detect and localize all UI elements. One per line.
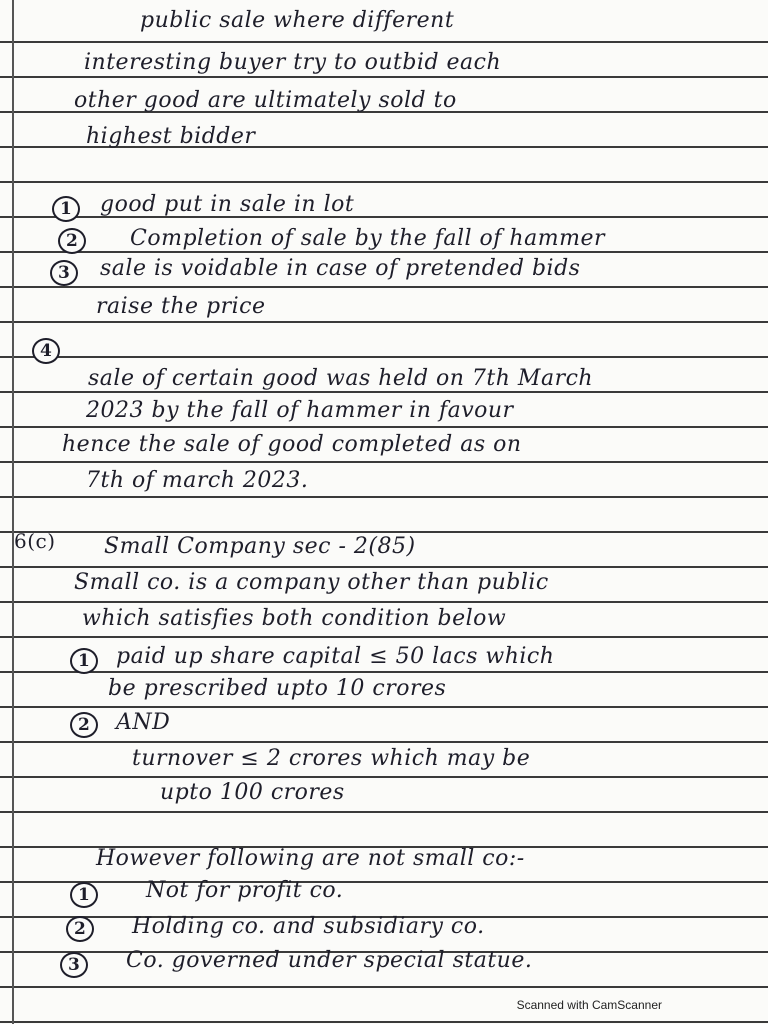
text-line: upto 100 crores: [160, 780, 345, 805]
text-line: be prescribed upto 10 crores: [108, 676, 447, 701]
text-line: other good are ultimately sold to: [74, 88, 457, 113]
text-line: hence the sale of good completed as on: [62, 432, 522, 457]
text-line: paid up share capital ≤ 50 lacs which: [116, 644, 555, 669]
text-line: sale of certain good was held on 7th March: [88, 366, 594, 391]
text-line: Small co. is a company other than public: [74, 570, 549, 595]
item-marker: 1: [52, 196, 80, 222]
scanner-watermark: Scanned with CamScanner: [516, 998, 662, 1012]
text-line: Completion of sale by the fall of hammer: [130, 226, 605, 251]
item-marker: 4: [32, 338, 60, 364]
text-line: 2023 by the fall of hammer in favour: [86, 398, 514, 423]
text-line: which satisfies both condition below: [82, 606, 507, 631]
item-marker: 3: [60, 952, 88, 978]
text-line: Holding co. and subsidiary co.: [132, 914, 485, 939]
text-line: 7th of march 2023.: [86, 468, 309, 493]
text-line: raise the price: [96, 294, 266, 319]
item-marker: 1: [70, 648, 98, 674]
text-line: However following are not small co:-: [96, 846, 525, 871]
item-marker: 2: [70, 712, 98, 738]
text-line: turnover ≤ 2 crores which may be: [132, 746, 531, 771]
text-line: highest bidder: [86, 124, 256, 149]
text-line: good put in sale in lot: [100, 192, 355, 217]
text-line: sale is voidable in case of pretended bids: [100, 256, 581, 281]
margin-line: [12, 0, 14, 1024]
text-line: Small Company sec - 2(85): [104, 534, 416, 559]
item-marker: 2: [66, 916, 94, 942]
text-line: Co. governed under special statue.: [126, 948, 533, 973]
text-line: AND: [116, 710, 171, 735]
question-number: 6(c): [14, 529, 56, 553]
item-marker: 3: [50, 260, 78, 286]
text-line: interesting buyer try to outbid each: [84, 50, 502, 75]
item-marker: 2: [58, 228, 86, 254]
text-line: public sale where different: [140, 8, 455, 33]
item-marker: 1: [70, 882, 98, 908]
text-line: Not for profit co.: [146, 878, 344, 903]
